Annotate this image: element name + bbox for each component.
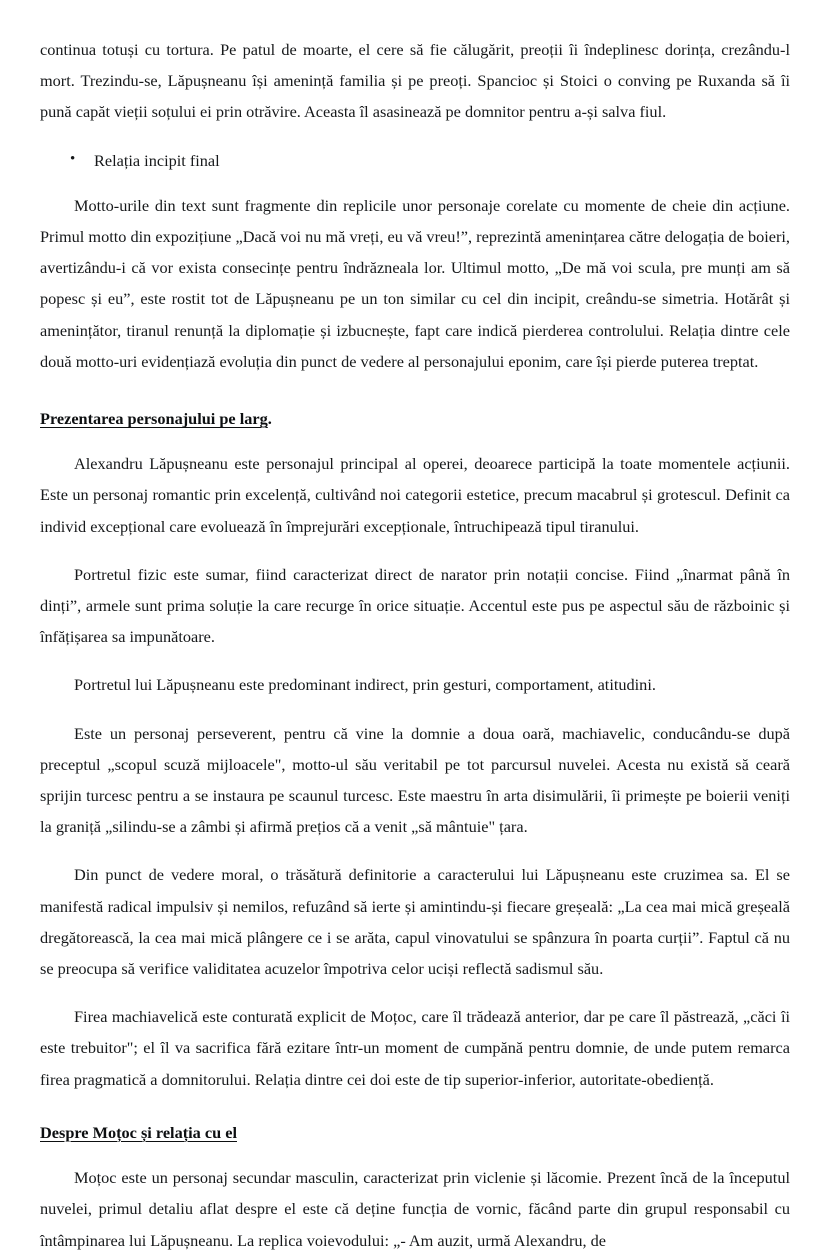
paragraph-perseverent-machiavelic: Este un personaj perseverent, pentru că vine la domnie a doua oară, machiavelic, conducându-se după preceptul „scopul scuză mijloacele", motto-ul său veritabil pe tot parcursul nuvelei. Acesta nu există să ceară sprijin turcesc pentru a se instaura pe scaunul turcesc. Este maestru în arta disimulării, îi primește pe boierii veniți la graniță „silindu-se a zâmbi și afirmă prețios că a venit „să mântuie" țara.	[40, 723, 790, 837]
bullet-list-relatia-incipit-final	[40, 145, 790, 176]
spacer	[40, 1148, 790, 1162]
heading-trailing-punctuation: .	[267, 409, 272, 429]
document-body	[40, 34, 790, 1256]
paragraph-alexandru-personaj-principal: Alexandru Lăpușneanu este personajul principal al operei, deoarece participă la toate momentele acțiunii. Este un personaj romantic prin excelență, cultivând noi categorii estetice, precum macabrul și grotescul. Definit ca individ excepțional care evoluează în împrejurări excepționale, întruchipează tipul tiranului.	[40, 454, 790, 536]
paragraph-continuare-actiune: continua totuși cu tortura. Pe patul de moarte, el cere să fie călugărit, preoții îi îndeplinesc dorința, crezându-l mort. Trezindu-se, Lăpușneanu își amenință familia și pe preoți. Spancioc și Stoici o conving pe Ruxanda să îi pună capăt vieții soțului ei prin otrăvire. Aceasta îl asasinează pe domnitor pentru a-și salva fiul.	[40, 40, 790, 122]
paragraph-firea-machiavelica: Firea machiavelică este conturată explicit de Moțoc, care îl trădează anterior, dar pe care îl păstrează, „căci îi este trebuitor"; el îl va sacrifica fără ezitare într-un moment de cumpănă pentru domnie, de unde putem remarca firea pragmatică a domnitorului. Relația dintre cei doi este de tip superior-inferior, autoritate-obediență.	[40, 1007, 790, 1089]
paragraph-portret-indirect: Portretul lui Lăpușneanu este predominant indirect, prin gesturi, comportament, atitudini.	[74, 675, 656, 695]
list-item: • Relația incipit final	[64, 145, 790, 176]
spacer	[40, 1103, 790, 1117]
spacer	[40, 176, 790, 190]
heading-prezentarea-personajului	[40, 403, 790, 434]
spacer	[40, 850, 790, 859]
paragraph-motoc-secundar: Moțoc este un personaj secundar masculin, caracterizat prin viclenie și lăcomie. Prezent încă de la începutul nuvelei, primul detaliu aflat despre el este că deține funcția de vornic, făcând parte din grupul responsabil cu întâmpinarea lui Lăpușneanu. La replica voievodului: „- Am auzit, urmă Alexandru, de	[40, 1168, 790, 1250]
heading-despre-motoc	[40, 1117, 790, 1148]
spacer	[40, 385, 790, 403]
spacer	[40, 136, 790, 145]
paragraph-portret-fizic: Portretul fizic este sumar, fiind caracterizat direct de narator prin notații concise. Fiind „înarmat până în dinți”, armele sunt prima soluție la care recurge în orice situație. Accentul este pus pe aspectul său de războinic și înfățișarea sa impunătoare.	[40, 564, 790, 647]
paragraph-cruzimea: Din punct de vedere moral, o trăsătură definitorie a caracterului lui Lăpușneanu este cruzimea sa. El se manifestă radical impulsiv și nemilos, refuzând să ierte și amintindu-și fiecare greșeală: „La cea mai mică greșeală dregătorească, la cea mai mică plângere ce i se arăta, capul vinovatului se spânzura în poarta curții”. Faptul că nu se preocupa să verifice validitatea acuzelor împotriva celor uciși reflectă sadismul său.	[40, 865, 790, 979]
heading-text: Despre Moțoc și relația cu el	[40, 1122, 237, 1142]
paragraph-motto-uri: Motto-urile din text sunt fragmente din replicile unor personaje corelate cu momente de cheie din acțiune. Primul motto din expozițiune „Dacă voi nu mă vreți, eu vă vreu!”, reprezintă amenințarea către delogația de boieri, avertizându-i că vor exista consecințe pentru îndrăzneala lor. Ultimul motto, „De mă voi scula, pre munți am să popesc și eu”, este rostit tot de Lăpușneanu pe un ton similar cu cel din incipit, creându-se simetria. Hotărât și amenințător, tiranul renunță la diplomație și izbucnește, fapt care indică pierderea controlului. Relația dintre cele două motto-uri evidențiază evoluția din punct de vedere al personajului eponim, care își pierde puterea treptat.	[40, 195, 790, 371]
heading-text: Prezentarea personajului pe larg	[40, 409, 268, 429]
spacer	[40, 709, 790, 718]
spacer	[40, 550, 790, 559]
spacer	[40, 660, 790, 669]
spacer	[40, 992, 790, 1001]
spacer	[40, 434, 790, 448]
